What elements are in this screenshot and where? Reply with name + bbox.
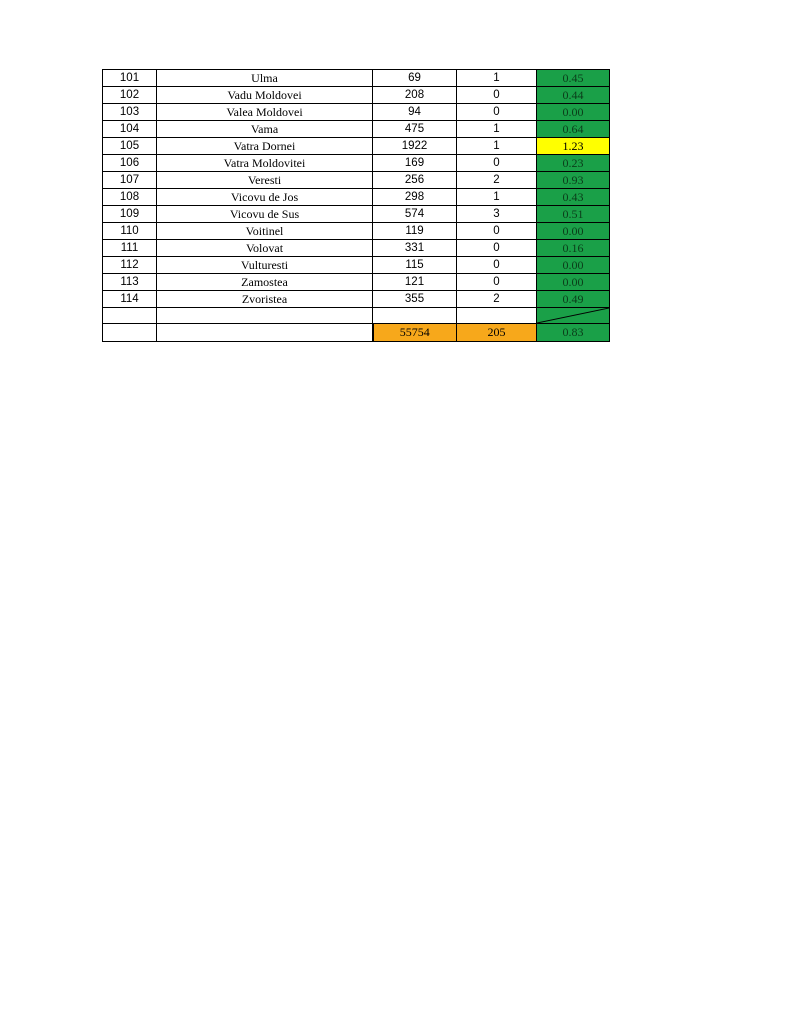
rate-cell: 1.23 — [537, 138, 610, 155]
count-cell: 0 — [457, 223, 537, 240]
locality-name-cell: Vulturesti — [157, 257, 373, 274]
empty-cell — [157, 308, 373, 324]
population-cell: 298 — [373, 189, 457, 206]
empty-cell — [373, 308, 457, 324]
empty-cell — [457, 308, 537, 324]
population-cell: 121 — [373, 274, 457, 291]
count-cell: 3 — [457, 206, 537, 223]
locality-name-cell: Vatra Dornei — [157, 138, 373, 155]
total-count-cell: 205 — [457, 324, 537, 342]
row-number-cell: 108 — [103, 189, 157, 206]
count-cell: 0 — [457, 155, 537, 172]
locality-name-cell: Vicovu de Jos — [157, 189, 373, 206]
rate-cell: 0.00 — [537, 223, 610, 240]
row-number-cell: 107 — [103, 172, 157, 189]
table-row — [103, 257, 610, 274]
row-number-cell: 113 — [103, 274, 157, 291]
table-row — [103, 104, 610, 121]
diagonal-cell — [537, 308, 610, 324]
population-cell: 475 — [373, 121, 457, 138]
row-number-cell: 112 — [103, 257, 157, 274]
empty-cell — [103, 308, 157, 324]
locality-name-cell: Veresti — [157, 172, 373, 189]
row-number-cell: 111 — [103, 240, 157, 257]
population-cell: 169 — [373, 155, 457, 172]
population-cell: 256 — [373, 172, 457, 189]
population-cell: 208 — [373, 87, 457, 104]
rate-cell: 0.93 — [537, 172, 610, 189]
rate-cell: 0.23 — [537, 155, 610, 172]
empty-cell — [157, 324, 373, 342]
population-cell: 94 — [373, 104, 457, 121]
table-row — [103, 70, 610, 87]
locality-name-cell: Vadu Moldovei — [157, 87, 373, 104]
population-cell: 574 — [373, 206, 457, 223]
locality-name-cell: Vama — [157, 121, 373, 138]
count-cell: 1 — [457, 121, 537, 138]
count-cell: 0 — [457, 87, 537, 104]
population-cell: 69 — [373, 70, 457, 87]
table-row — [103, 121, 610, 138]
table-row — [103, 87, 610, 104]
population-cell: 1922 — [373, 138, 457, 155]
spacer-row — [103, 308, 610, 324]
empty-cell — [103, 324, 157, 342]
population-cell: 355 — [373, 291, 457, 308]
count-cell: 1 — [457, 189, 537, 206]
rate-cell: 0.44 — [537, 87, 610, 104]
table-row — [103, 206, 610, 223]
row-number-cell: 114 — [103, 291, 157, 308]
table-row — [103, 291, 610, 308]
locality-name-cell: Zvoristea — [157, 291, 373, 308]
locality-name-cell: Vicovu de Sus — [157, 206, 373, 223]
count-cell: 2 — [457, 172, 537, 189]
row-number-cell: 109 — [103, 206, 157, 223]
row-number-cell: 104 — [103, 121, 157, 138]
rate-cell: 0.16 — [537, 240, 610, 257]
locality-name-cell: Vatra Moldovitei — [157, 155, 373, 172]
locality-name-cell: Valea Moldovei — [157, 104, 373, 121]
table-row — [103, 274, 610, 291]
row-number-cell: 101 — [103, 70, 157, 87]
population-cell: 331 — [373, 240, 457, 257]
total-population-cell: 55754 — [373, 324, 457, 342]
count-cell: 0 — [457, 240, 537, 257]
locality-name-cell: Zamostea — [157, 274, 373, 291]
row-number-cell: 102 — [103, 87, 157, 104]
table-body — [103, 70, 610, 342]
table-row — [103, 138, 610, 155]
table-row — [103, 223, 610, 240]
rate-cell: 0.51 — [537, 206, 610, 223]
count-cell: 1 — [457, 70, 537, 87]
locality-name-cell: Voitinel — [157, 223, 373, 240]
diagonal-line — [537, 308, 609, 323]
rate-cell: 0.00 — [537, 257, 610, 274]
totals-row — [103, 324, 610, 342]
locality-name-cell: Volovat — [157, 240, 373, 257]
table-row — [103, 155, 610, 172]
count-cell: 2 — [457, 291, 537, 308]
row-number-cell: 110 — [103, 223, 157, 240]
row-number-cell: 103 — [103, 104, 157, 121]
locality-name-cell: Ulma — [157, 70, 373, 87]
count-cell: 0 — [457, 274, 537, 291]
data-table — [102, 69, 610, 342]
rate-cell: 0.49 — [537, 291, 610, 308]
row-number-cell: 105 — [103, 138, 157, 155]
table-row — [103, 172, 610, 189]
rate-cell: 0.64 — [537, 121, 610, 138]
rate-cell: 0.00 — [537, 274, 610, 291]
rate-cell: 0.00 — [537, 104, 610, 121]
rate-cell: 0.45 — [537, 70, 610, 87]
total-rate-cell: 0.83 — [537, 324, 610, 342]
population-cell: 115 — [373, 257, 457, 274]
table-row — [103, 240, 610, 257]
count-cell: 0 — [457, 104, 537, 121]
rate-cell: 0.43 — [537, 189, 610, 206]
count-cell: 1 — [457, 138, 537, 155]
row-number-cell: 106 — [103, 155, 157, 172]
population-cell: 119 — [373, 223, 457, 240]
count-cell: 0 — [457, 257, 537, 274]
table-row — [103, 189, 610, 206]
